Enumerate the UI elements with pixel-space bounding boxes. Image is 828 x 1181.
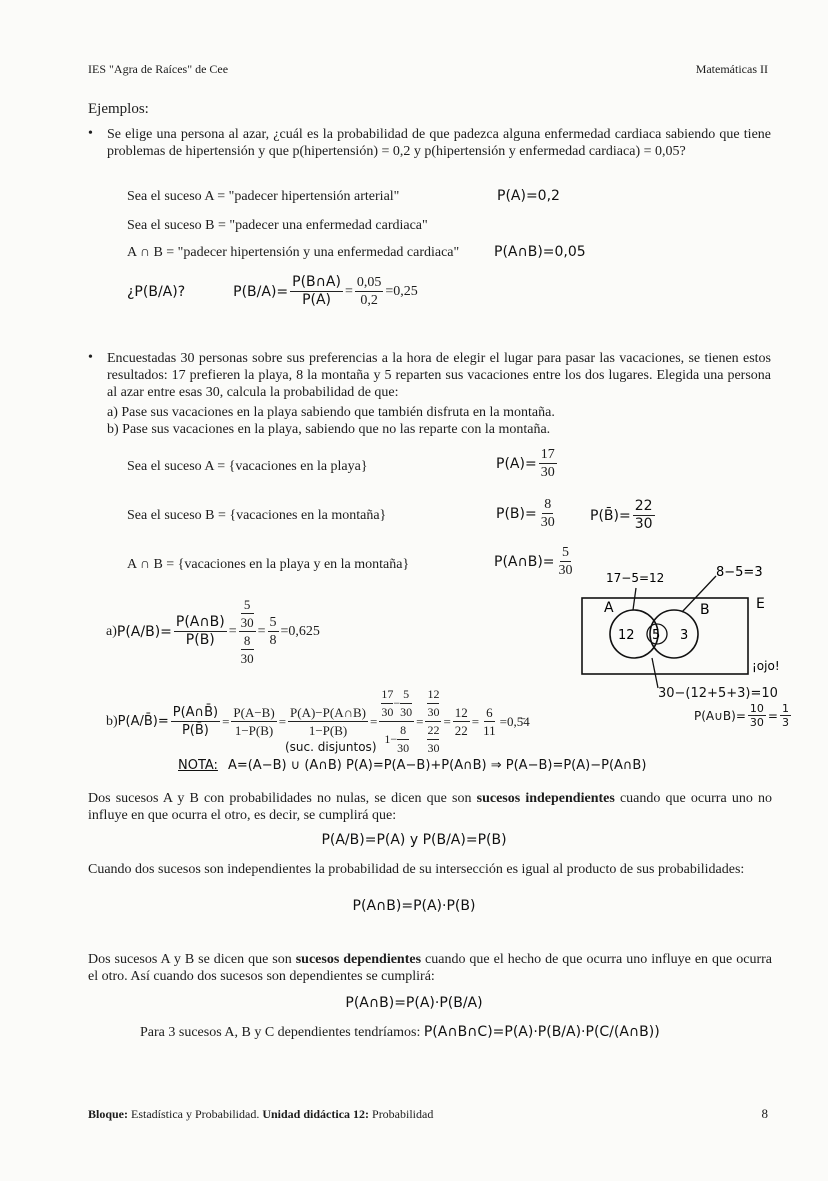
denominator: P(B̄) <box>181 723 209 738</box>
fraction <box>557 544 575 579</box>
label-e: E <box>756 596 765 612</box>
footer-bloque-label: Bloque: <box>88 1107 129 1121</box>
page-number: 8 <box>761 1106 768 1121</box>
sol-b-lhs: P(A/B̄)= <box>117 714 169 729</box>
numerator: 5 <box>403 687 410 701</box>
example2-part-a: a) Pase sus vacaciones en la playa sabiendo que también disfruta en la montaña. <box>107 405 555 420</box>
dependent-text-before: Dos sucesos A y B se dicen que son <box>88 952 296 967</box>
fraction <box>633 498 655 533</box>
independent-text-after: cuando que ocurra uno no influye en que ocurra el otro, es decir, se cumplirá que: <box>88 791 772 823</box>
example2-text: Encuestadas 30 personas sobre sus preferencias a la hora de elegir el lugar para pasar las vacaciones, se tienen estos resultados: 17 prefieren la playa, 8 la montaña y 5 reparten sus vacaciones entre los dos lugares. Elegida una persona al azar entre esas 30, calcula la probabilidad de que: <box>107 351 771 400</box>
nota-text: A=(A−B) ∪ (A∩B) P(A)=P(A−B)+P(A∩B) ⇒ P(A−B)=P(A)−P(A∩B) <box>227 758 647 773</box>
denominator: 30 <box>540 515 555 530</box>
numerator: 12 <box>454 705 468 720</box>
example1-lhs: P(B/A)= <box>233 283 289 300</box>
footer-unidad-label: Unidad didáctica 12: <box>262 1107 370 1121</box>
pab-lhs: P(A∩B)= <box>494 553 555 570</box>
solution-a: a) P(A/B)= $\frac{P(A\cap B)}{P(B)}$ = $\frac{\frac{5}{30}}{\frac{8}{30}}$ = $\frac{5}{8}$ =0,625 <box>106 597 320 666</box>
denominator: 22 <box>454 723 468 738</box>
label-a: A <box>604 600 614 616</box>
denominator: 30 <box>634 516 653 532</box>
sol-a-result: =0,625 <box>280 623 320 639</box>
numerator: 5 <box>269 615 277 630</box>
denominator: 11 <box>483 723 496 738</box>
denominator: 0,2 <box>360 293 378 308</box>
denominator: 1−P(B) <box>308 723 348 738</box>
example1-pa: P(A)=0,2 <box>497 188 560 204</box>
independent-paragraph <box>88 790 772 824</box>
denominator: P(A) <box>302 292 332 308</box>
value-only-b: 3 <box>680 628 689 643</box>
independent-text-before: Dos sucesos A y B con probabilidades no nulas, se dicen que son <box>88 791 477 806</box>
independent-formula-1: P(A/B)=P(A) y P(B/A)=P(B) <box>321 832 507 848</box>
numerator: 5 <box>243 597 251 612</box>
example1-pab: P(A∩B)=0,05 <box>494 244 586 260</box>
hand-note-disjoint: (suc. disjuntos) <box>285 740 377 754</box>
numerator: P(A∩B̄) <box>172 705 219 720</box>
p-union-lhs: P(A∪B)= <box>694 708 746 723</box>
fraction <box>780 702 791 729</box>
denominator: 30 <box>240 615 254 630</box>
denominator-prefix: 1− <box>384 732 398 746</box>
numerator: 17 <box>540 447 555 462</box>
example2-event-ab: A ∩ B = {vacaciones en la playa y en la montaña} <box>127 557 410 572</box>
example1-question: ¿P(B/A)? <box>127 283 186 300</box>
example1-event-b: Sea el suceso B = "padecer una enfermedad cardiaca" <box>127 218 428 233</box>
footer-left <box>88 1107 433 1122</box>
numerator: 10 <box>749 702 764 715</box>
denominator: 30 <box>397 741 410 755</box>
fraction <box>539 446 557 481</box>
denominator: 30 <box>427 741 440 755</box>
footer-bloque: Estadística y Probabilidad. <box>128 1107 263 1121</box>
label-b: B <box>700 602 710 618</box>
header-left: IES "Agra de Raíces" de Cee <box>88 62 229 76</box>
example2-pb <box>496 496 559 531</box>
denominator: 3 <box>781 716 789 729</box>
footer-unidad: Probabilidad <box>369 1107 434 1121</box>
header-right: Matemáticas II <box>695 62 768 76</box>
section-title: Ejemplos: <box>88 101 149 117</box>
fraction <box>288 704 368 739</box>
numerator: 1 <box>781 702 789 715</box>
example1-formula: ¿P(B/A)? P(B/A)= $\frac{P(B\cap A)}{P(A)}$ = $\frac{0,05}{0,2}$ =0,25 <box>127 274 418 308</box>
fraction <box>290 274 343 309</box>
pbbar-lhs: P(B̄)= <box>590 507 631 524</box>
bullet-icon: • <box>88 350 93 365</box>
arrow-b <box>682 576 716 612</box>
denominator: 30 <box>381 705 394 719</box>
sol-b-label: b) <box>106 713 118 729</box>
compound-fraction <box>425 686 441 757</box>
p-union: P(A∪B)= $\frac{10}{30}$ = $\frac{1}{3}$ <box>694 702 789 729</box>
fraction <box>453 704 470 739</box>
dependent-paragraph <box>88 951 772 985</box>
denominator: 30 <box>240 651 254 666</box>
numerator: 12 <box>427 687 440 701</box>
pb-lhs: P(B)= <box>496 505 537 522</box>
value-both: 5 <box>652 628 661 643</box>
arrow-outside <box>652 658 658 688</box>
denominator: 30 <box>558 563 573 578</box>
fraction <box>748 702 766 729</box>
fraction <box>539 496 557 531</box>
denominator: 30 <box>427 705 440 719</box>
numerator: 17 <box>381 687 394 701</box>
numerator: 8 <box>400 723 407 737</box>
numerator: 22 <box>634 498 653 514</box>
dependent-text-after: cuando que el hecho de que ocurra uno influye en que ocurra el otro. Así cuando dos sucesos son dependientes se cumplirá: <box>88 952 772 984</box>
independent-formula-2: P(A∩B)=P(A)·P(B) <box>352 898 476 914</box>
note-a: 17−5=12 <box>606 571 665 585</box>
example1-text: Se elige una persona al azar, ¿cuál es la probabilidad de que padezca alguna enfermedad cardiaca sabiendo que tiene problemas de hipertensión y que p(hipertensión) = 0,2 y p(hipertensión y enfermedad cardiaca) = 0,05? <box>107 127 771 159</box>
outside-count: 30−(12+5+3)=10 <box>658 686 778 701</box>
denominator: P(B) <box>185 632 215 648</box>
numerator: 22 <box>427 723 440 737</box>
denominator: 30 <box>540 465 555 480</box>
example2-part-b: b) Pase sus vacaciones en la playa, sabiendo que no las reparte con la montaña. <box>107 422 551 437</box>
independent-text-2: Cuando dos sucesos son independientes la probabilidad de su intersección es igual al producto de sus probabilidades: <box>88 862 745 877</box>
solution-b: b) P(A/B̄)= $\frac{P(A\cap B̄)}{P(B̄)}$ = $\frac{P(A-B)}{1-P(B)}$ = $\frac{P(A)-P(A\cap B)}{1-P(B)}$ = $\frac{17}{30}$ − $\frac{5}{30}$ 1− $\frac{8}{30}$ = $\frac{\frac{12}{30}}{\frac{22}{30}}$ = $\frac{12}{22}$ = $\frac{6}{11}$ =0,5̄4 <box>106 687 530 755</box>
note-b: 8−5=3 <box>716 565 763 580</box>
numerator: 6 <box>486 705 493 720</box>
denominator: 1−P(B) <box>234 723 274 738</box>
numerator: P(A)−P(A∩B) <box>290 705 366 720</box>
sol-a-lhs: P(A/B)= <box>116 623 172 640</box>
example2-event-a: Sea el suceso A = {vacaciones en la playa} <box>127 459 368 474</box>
sol-a-label: a) <box>106 623 117 639</box>
dependent-text-2: Para 3 sucesos A, B y C dependientes tendríamos: <box>140 1025 421 1040</box>
nota-label: NOTA: <box>178 758 218 773</box>
dependent-term: sucesos dependientes <box>295 952 422 967</box>
dependent-formula-1: P(A∩B)=P(A)·P(B/A) <box>345 995 483 1011</box>
pa-lhs: P(A)= <box>496 455 537 472</box>
example2-event-b: Sea el suceso B = {vacaciones en la montaña} <box>127 508 387 523</box>
denominator: 30 <box>749 716 764 729</box>
bullet-icon: • <box>88 126 93 141</box>
fraction <box>355 274 384 309</box>
example2-pab <box>494 544 577 579</box>
numerator: P(A−B) <box>233 705 275 720</box>
example1-event-ab: A ∩ B = "padecer hipertensión y una enfermedad cardiaca" <box>127 245 460 260</box>
numerator: 8 <box>243 633 251 648</box>
fraction <box>171 704 220 739</box>
fraction <box>268 614 279 649</box>
sol-b-result: =0,5̄4 <box>499 713 530 729</box>
independent-term: sucesos independientes <box>476 791 615 806</box>
example1-event-a: Sea el suceso A = "padecer hipertensión arterial" <box>127 189 400 204</box>
fraction <box>481 704 498 739</box>
example2-pbbar <box>590 498 657 533</box>
numerator: 8 <box>544 497 552 512</box>
fraction <box>231 704 276 739</box>
compound-fraction: $\frac{17}{30}$ − $\frac{5}{30}$ 1− $\frac{8}{30}$ <box>381 687 413 755</box>
dependent-formula-2: P(A∩B∩C)=P(A)·P(B/A)·P(C/(A∩B)) <box>423 1024 660 1040</box>
numerator: 0,05 <box>356 275 382 290</box>
compound-fraction <box>239 596 256 667</box>
arrow-a <box>633 588 636 610</box>
value-only-a: 12 <box>618 628 635 643</box>
denominator: 30 <box>400 705 413 719</box>
denominator: 8 <box>269 633 277 648</box>
nota-line <box>178 758 646 773</box>
example2-pa <box>496 446 559 481</box>
dependent-three-line <box>140 1024 660 1041</box>
fraction <box>174 614 227 649</box>
numerator: 5 <box>562 545 570 560</box>
numerator: P(A∩B) <box>175 614 225 630</box>
numerator: P(B∩A) <box>292 274 341 290</box>
example1-result: =0,25 <box>385 283 418 299</box>
watch-note: ¡ojo! <box>752 659 780 673</box>
